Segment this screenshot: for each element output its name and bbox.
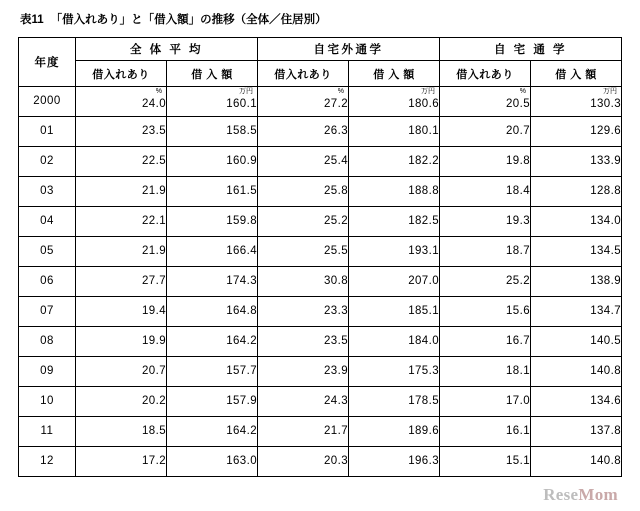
table-row [19,296,622,326]
cell-value: 164.2 [167,416,258,446]
table-row [19,116,622,146]
header-sub-total-rate: 借入れあり [76,61,167,87]
unit-label: % [155,87,162,95]
header-year: 年度 [19,37,76,86]
table-row [19,146,622,176]
cell-value: 25.2 [440,266,531,296]
cell-value: 207.0 [349,266,440,296]
cell-value: 27.7 [76,266,167,296]
row-year: 09 [19,356,76,386]
cell-number: 20.5 [506,97,530,110]
cell-value: 20.7 [440,116,531,146]
cell-value: 128.8 [531,176,622,206]
table-caption [20,14,622,28]
cell-value: 182.2 [349,146,440,176]
cell-value: 19.3 [440,206,531,236]
table-body [19,86,622,476]
cell-value: 182.5 [349,206,440,236]
cell-value: 159.8 [167,206,258,236]
row-year: 06 [19,266,76,296]
cell-value: 20.7 [76,356,167,386]
cell-value: 140.5 [531,326,622,356]
cell-value: 20.2 [76,386,167,416]
header-group-away: 自宅外通学 [258,37,440,60]
cell-value: 138.9 [531,266,622,296]
row-year: 12 [19,446,76,476]
cell-value: 140.8 [531,356,622,386]
cell-value: 19.9 [76,326,167,356]
header-group-home: 自 宅 通 学 [440,37,622,60]
row-year: 2000 [19,86,76,116]
cell-number: 180.6 [408,97,439,110]
table-row [19,206,622,236]
unit-label: 万円 [239,87,253,95]
cell-value: 163.0 [167,446,258,476]
cell-value: 157.7 [167,356,258,386]
cell-number: 24.0 [142,97,166,110]
cell-value: 137.8 [531,416,622,446]
row-year: 10 [19,386,76,416]
cell-number: 130.3 [590,97,621,110]
cell-value: 166.4 [167,236,258,266]
row-year: 05 [19,236,76,266]
cell-value: 25.8 [258,176,349,206]
cell-value: 134.6 [531,386,622,416]
cell-value: 134.5 [531,236,622,266]
table-row [19,236,622,266]
cell-value: 134.0 [531,206,622,236]
header-sub-away-amount: 借 入 額 [349,61,440,87]
cell-value: 157.9 [167,386,258,416]
table-row [19,176,622,206]
row-year: 03 [19,176,76,206]
table-row [19,356,622,386]
cell-value: 129.6 [531,116,622,146]
cell-value: 160.9 [167,146,258,176]
cell-value: 25.4 [258,146,349,176]
row-year: 01 [19,116,76,146]
cell-value: 184.0 [349,326,440,356]
row-year: 08 [19,326,76,356]
cell-value: 15.6 [440,296,531,326]
cell-value: 21.7 [258,416,349,446]
cell-value: 196.3 [349,446,440,476]
cell-value: 19.8 [440,146,531,176]
cell-value [76,86,167,116]
cell-value [258,86,349,116]
cell-value: 193.1 [349,236,440,266]
cell-value: 22.1 [76,206,167,236]
cell-value: 16.1 [440,416,531,446]
cell-value: 18.1 [440,356,531,386]
cell-value: 25.2 [258,206,349,236]
cell-value: 26.3 [258,116,349,146]
cell-value: 16.7 [440,326,531,356]
cell-value: 180.1 [349,116,440,146]
row-year: 04 [19,206,76,236]
cell-value [167,86,258,116]
cell-value: 161.5 [167,176,258,206]
header-sub-home-rate: 借入れあり [440,61,531,87]
cell-value: 188.8 [349,176,440,206]
table-row [19,86,622,116]
unit-label: % [519,87,526,95]
unit-label: 万円 [421,87,435,95]
cell-value: 24.3 [258,386,349,416]
cell-value: 134.7 [531,296,622,326]
unit-label: % [337,87,344,95]
cell-value: 18.7 [440,236,531,266]
cell-value: 20.3 [258,446,349,476]
cell-value: 21.9 [76,176,167,206]
cell-value: 174.3 [167,266,258,296]
cell-value [440,86,531,116]
cell-value: 185.1 [349,296,440,326]
cell-value: 164.2 [167,326,258,356]
cell-value: 140.8 [531,446,622,476]
cell-value [349,86,440,116]
cell-value: 18.5 [76,416,167,446]
cell-value: 189.6 [349,416,440,446]
cell-value: 133.9 [531,146,622,176]
cell-value: 22.5 [76,146,167,176]
cell-value: 19.4 [76,296,167,326]
table-row [19,386,622,416]
cell-value: 23.5 [258,326,349,356]
cell-value: 164.8 [167,296,258,326]
watermark-text-left: Rese [543,485,579,504]
cell-value: 18.4 [440,176,531,206]
header-row-groups [19,37,622,60]
header-sub-home-amount: 借 入 額 [531,61,622,87]
cell-value: 17.2 [76,446,167,476]
cell-value: 158.5 [167,116,258,146]
header-sub-away-rate: 借入れあり [258,61,349,87]
table-header [19,37,622,86]
data-table [18,37,622,477]
row-year: 11 [19,416,76,446]
cell-value: 23.5 [76,116,167,146]
table-title: 「借入れあり」と「借入額」の推移（全体／住居別） [50,14,327,26]
watermark [543,485,618,505]
header-sub-total-amount: 借 入 額 [167,61,258,87]
cell-value [531,86,622,116]
cell-number: 27.2 [324,97,348,110]
header-group-total: 全 体 平 均 [76,37,258,60]
cell-value: 23.3 [258,296,349,326]
cell-value: 30.8 [258,266,349,296]
cell-value: 25.5 [258,236,349,266]
unit-label: 万円 [603,87,617,95]
table-row [19,266,622,296]
cell-value: 175.3 [349,356,440,386]
header-row-sub [19,61,622,87]
table-row [19,446,622,476]
table-row [19,416,622,446]
cell-value: 21.9 [76,236,167,266]
row-year: 02 [19,146,76,176]
row-year: 07 [19,296,76,326]
cell-number: 160.1 [226,97,257,110]
cell-value: 15.1 [440,446,531,476]
cell-value: 23.9 [258,356,349,386]
cell-value: 178.5 [349,386,440,416]
cell-value: 17.0 [440,386,531,416]
watermark-text-right: Mom [578,485,618,504]
table-row [19,326,622,356]
table-number: 表11 [20,14,44,26]
